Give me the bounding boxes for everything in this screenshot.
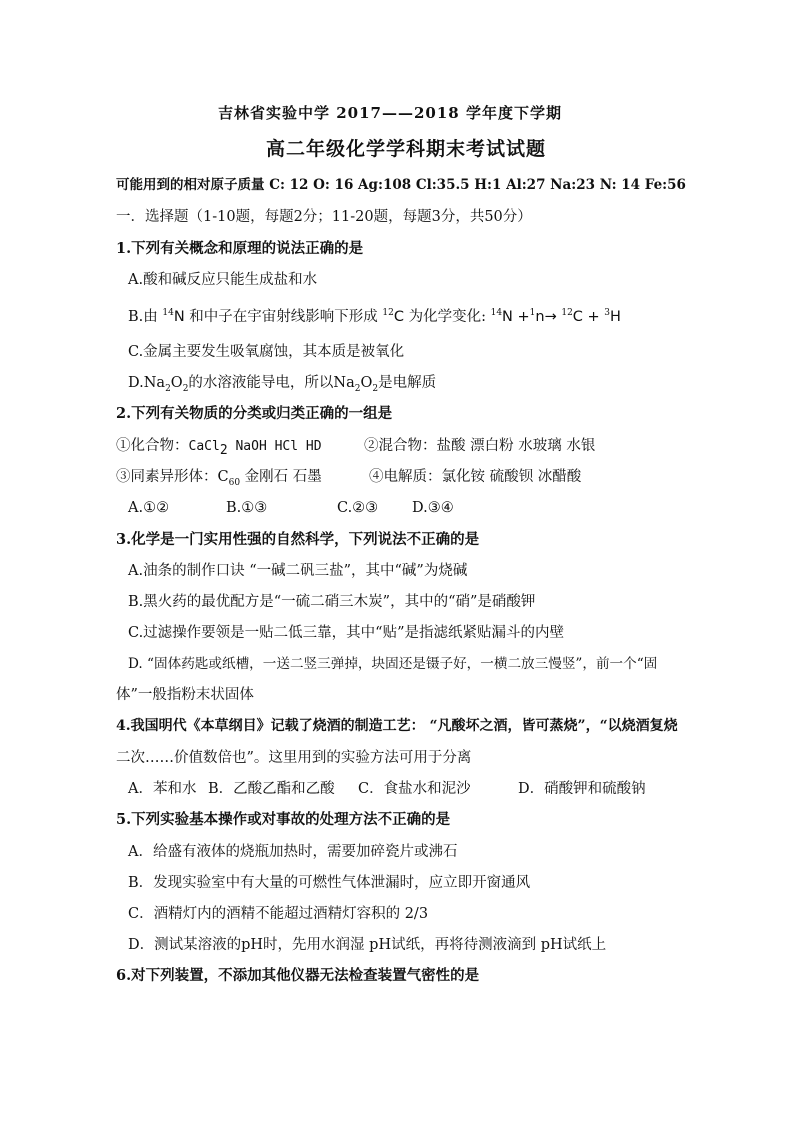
text-run: n→ — [535, 309, 562, 325]
question-2-item-1 — [116, 436, 322, 457]
text-run: ③同素异形体：C — [116, 469, 229, 485]
question-5-stem: 5.下列实验基本操作或对事故的处理方法不正确的是 — [116, 811, 451, 828]
subscript: 2 — [165, 383, 171, 394]
question-4-option-b: B．乙酸乙酯和乙酸 — [208, 781, 335, 797]
superscript: 12 — [561, 308, 573, 319]
text-run: C — [393, 309, 404, 325]
superscript: 3 — [604, 308, 611, 319]
question-3-option-a: A.油条的制作口诀 “一碱二矾三盐”，其中“碱”为烧碱 — [128, 563, 468, 579]
subscript: 2 — [372, 383, 379, 394]
text-run: ①化合物： — [116, 438, 189, 454]
question-2-options — [128, 498, 454, 518]
question-4-stem-line2: 二次……价值数倍也”。这里用到的实验方法可用于分离 — [116, 750, 472, 766]
school-header: 吉林省实验中学 2017——2018 学年度下学期 — [218, 104, 562, 122]
question-6-stem: 6.对下列装置，不添加其他仪器无法检查装置气密性的是 — [116, 967, 480, 984]
question-3-option-b: B.黑火药的最优配方是“一硫二硝三木炭”，其中的“硝”是硝酸钾 — [128, 594, 536, 610]
question-3-option-d-line1: D. “固体药匙或纸槽，一送二竖三弹掉，块固还是镊子好，一横二放三慢竖”，前一个“固 — [128, 656, 658, 672]
subscript: 2 — [219, 442, 228, 458]
question-1-stem: 1.下列有关概念和原理的说法正确的是 — [116, 240, 364, 257]
question-1-option-b — [128, 307, 621, 327]
text-run: 的水溶液能导电，所以Na — [188, 375, 355, 391]
text-run: C + — [572, 309, 605, 325]
question-4-options — [128, 779, 646, 799]
superscript: 14 — [490, 308, 503, 319]
subscript: 2 — [182, 383, 189, 394]
question-2-option-b: B.①③ — [226, 500, 268, 516]
formula: NaOH HCl HD — [227, 439, 322, 454]
section-heading: 一．选择题（1-10题，每题2分；11-20题，每题3分，共50分） — [116, 209, 532, 225]
atomic-masses: 可能用到的相对原子质量 C: 12 O: 16 Ag:108 Cl:35.5 H:1 Al:27 Na:23 N: 14 Fe:56 — [116, 177, 686, 193]
question-2-option-c: C.②③ — [337, 500, 379, 516]
question-2-item-2: ②混合物：盐酸 漂白粉 水玻璃 水银 — [364, 438, 596, 454]
question-2-option-d: D.③④ — [412, 500, 454, 516]
question-2-item-4: ④电解质：氯化铵 硫酸钡 冰醋酸 — [369, 469, 582, 485]
question-4-option-c: C．食盐水和泥沙 — [358, 781, 471, 797]
question-5-option-c: C．酒精灯内的酒精不能超过酒精灯容积的 2/3 — [128, 906, 429, 922]
text-run: 为化学变化: — [403, 309, 491, 325]
question-1-option-c: C.金属主要发生吸氧腐蚀，其本质是被氧化 — [128, 344, 405, 360]
text-run: 金刚石 石墨 — [240, 469, 322, 485]
question-1-option-a: A.酸和碱反应只能生成盐和水 — [128, 272, 318, 288]
question-5-option-b: B．发现实验室中有大量的可燃性气体泄漏时，应立即开窗通风 — [128, 875, 531, 891]
exam-title: 高二年级化学学科期末考试试题 — [266, 138, 547, 160]
question-2-option-a: A.①② — [128, 500, 170, 516]
question-1-option-d — [128, 373, 436, 393]
superscript: 14 — [162, 308, 174, 319]
question-5-option-a: A．给盛有液体的烧瓶加热时，需要加碎瓷片或沸石 — [128, 844, 458, 860]
text-run: O — [170, 375, 183, 391]
question-3-stem: 3.化学是一门实用性强的自然科学，下列说法不正确的是 — [116, 531, 480, 548]
superscript: 1 — [529, 308, 536, 319]
formula: CaCl — [188, 439, 220, 454]
text-run: N + — [502, 309, 530, 325]
text-run: B.由 — [128, 309, 163, 325]
superscript: 12 — [382, 308, 394, 319]
text-run: H — [610, 309, 621, 325]
question-4-option-a: A．苯和水 — [128, 781, 197, 797]
text-run: O — [360, 375, 373, 391]
question-2-stem: 2.下列有关物质的分类或归类正确的一组是 — [116, 405, 393, 422]
subscript: 60 — [228, 477, 241, 488]
question-3-option-d-line2: 体”一般指粉末状固体 — [116, 687, 254, 703]
text-run: N — [173, 309, 185, 325]
question-2-item-3 — [116, 467, 322, 487]
question-5-option-d: D．测试某溶液的pH时，先用水润湿 pH试纸，再将待测液滴到 pH试纸上 — [128, 937, 607, 953]
text-run: D.Na — [128, 375, 166, 391]
question-3-option-c: C.过滤操作要领是一贴二低三靠，其中“贴”是指滤纸紧贴漏斗的内壁 — [128, 625, 565, 641]
question-4-option-d: D．硝酸钾和硫酸钠 — [518, 781, 646, 797]
subscript: 2 — [354, 383, 361, 394]
question-4-stem-line1: 4.我国明代《本草纲目》记载了烧酒的制造工艺： “凡酸坏之酒，皆可蒸烧”，“以烧酒复烧 — [116, 718, 678, 734]
text-run: 和中子在宇宙射线影响下形成 — [184, 309, 383, 325]
text-run: 是电解质 — [378, 375, 437, 391]
